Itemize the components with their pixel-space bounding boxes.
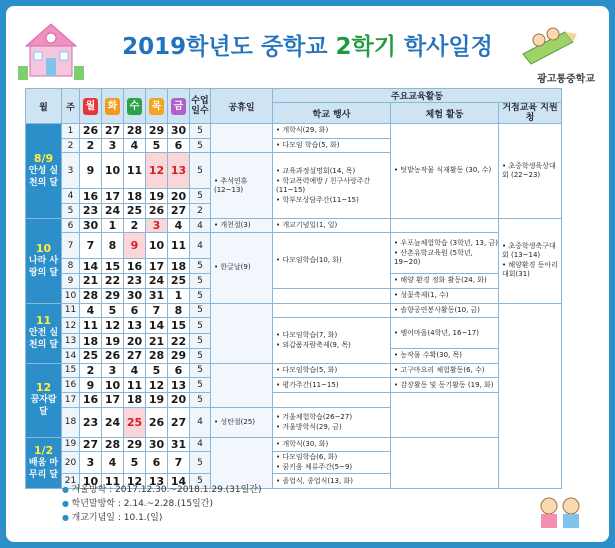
- school-event-cell: [273, 124, 391, 139]
- date-cell: 2: [80, 138, 102, 153]
- holiday-text: • 추석연휴(12~13): [214, 176, 248, 194]
- date-cell: 27: [168, 204, 190, 219]
- date-cell: 6: [168, 363, 190, 378]
- school-event-cell: [273, 288, 391, 303]
- calendar-panel: [6, 6, 609, 542]
- experience-cell: [391, 363, 499, 378]
- week-number: 6: [62, 218, 80, 233]
- date-cell: 4: [102, 452, 124, 474]
- base-school-event: • 초중학생축구대회 (13~14): [502, 242, 556, 260]
- date-cell: 3: [80, 452, 102, 474]
- month-label: [26, 124, 62, 219]
- notes-list: [62, 483, 262, 525]
- date-cell: 20: [124, 334, 146, 349]
- experience-event: • 해양 환경 정화 활동(24, 화): [394, 276, 487, 285]
- month-number: 1/2: [33, 443, 54, 457]
- date-cell: 11: [124, 153, 146, 189]
- school-event: • 다모임학습(10, 화): [276, 256, 342, 265]
- base-school-event: • 해양환경 동아리대회(31): [502, 261, 558, 279]
- class-days: 5: [190, 334, 211, 349]
- holiday-cell: [211, 153, 273, 218]
- school-event: • 개교기념일(1, 일): [276, 221, 338, 230]
- date-cell: 29: [102, 288, 124, 303]
- class-days: 5: [190, 318, 211, 334]
- experience-event: • 엠어마을(4학년, 16~17): [394, 328, 479, 337]
- experience-cell: [391, 233, 499, 274]
- date-cell: 14: [168, 474, 190, 489]
- experience-cell: [391, 348, 499, 363]
- experience-cell: [391, 437, 499, 488]
- date-cell: 10: [80, 474, 102, 489]
- title-semester: 2학기: [335, 34, 396, 60]
- date-cell: 11: [124, 378, 146, 393]
- week-number: 7: [62, 233, 80, 259]
- month-label: [26, 437, 62, 488]
- calendar-body: [26, 124, 562, 489]
- experience-event: • 산촌유학교육원 (5학년, 19~20): [394, 249, 473, 267]
- school-event: • 겨울체험학습(26~27): [276, 412, 353, 421]
- date-cell: 4: [124, 138, 146, 153]
- date-cell: 24: [146, 274, 168, 289]
- date-cell: 26: [146, 204, 168, 219]
- week-number: 9: [62, 274, 80, 289]
- date-cell: 17: [102, 392, 124, 407]
- experience-cell: [391, 378, 499, 393]
- date-cell: 27: [124, 348, 146, 363]
- school-event: • 평가주간(11~15): [276, 380, 339, 389]
- date-cell: 15: [102, 259, 124, 274]
- experience-cell: [391, 124, 499, 219]
- week-number: 14: [62, 348, 80, 363]
- class-days: 5: [190, 153, 211, 189]
- date-cell: 12: [102, 318, 124, 334]
- month-label: [26, 218, 62, 303]
- school-event: • 겨울방학식(29, 금): [276, 422, 342, 431]
- school-event-cell: [273, 392, 391, 407]
- week-number: 21: [62, 474, 80, 489]
- week-number: 13: [62, 334, 80, 349]
- week-number: 2: [62, 138, 80, 153]
- experience-cell: [391, 218, 499, 233]
- date-cell: 3: [102, 363, 124, 378]
- date-cell: 22: [102, 274, 124, 289]
- date-cell: 12: [146, 378, 168, 393]
- base-school-cell: [499, 124, 562, 219]
- date-cell: 27: [80, 437, 102, 452]
- header-month: 월: [26, 89, 62, 124]
- date-cell: 7: [168, 452, 190, 474]
- base-school-cell: [499, 218, 562, 303]
- week-row: [26, 303, 562, 318]
- week-number: 16: [62, 378, 80, 393]
- school-event: • 교육과정설명회(14, 목): [276, 166, 356, 175]
- date-cell: 3: [102, 138, 124, 153]
- title-tail: 학사일정: [395, 34, 493, 60]
- date-cell: 29: [124, 437, 146, 452]
- school-event-cell: [273, 474, 391, 489]
- week-number: 19: [62, 437, 80, 452]
- class-days: 2: [190, 204, 211, 219]
- date-cell: 28: [80, 288, 102, 303]
- school-event: • 개학식(29, 화): [276, 126, 329, 135]
- month-theme: 안전 실천의 달: [28, 328, 59, 351]
- date-cell: 12: [146, 153, 168, 189]
- school-event: • 다모임 학습(5, 화): [276, 141, 340, 150]
- class-days: 5: [190, 259, 211, 274]
- experience-event: • 고구마요리 체험활동(6, 수): [394, 365, 485, 374]
- date-cell: 31: [146, 288, 168, 303]
- school-event-cell: [273, 363, 391, 378]
- school-event-cell: [273, 437, 391, 452]
- week-number: 20: [62, 452, 80, 474]
- date-cell: 4: [168, 218, 190, 233]
- holiday-cell: [211, 124, 273, 153]
- school-event: • 개학식(30, 화): [276, 439, 329, 448]
- date-cell: 26: [80, 124, 102, 139]
- school-event: • 학부모상담주간(11~15): [276, 195, 359, 204]
- date-cell: 18: [168, 259, 190, 274]
- date-cell: 6: [146, 452, 168, 474]
- date-cell: 26: [102, 348, 124, 363]
- title-main: 학년도 중학교: [186, 34, 336, 60]
- header-school-events: 학교 행사: [273, 103, 391, 124]
- experience-event: • 농작물 수확(30, 목): [394, 351, 462, 360]
- date-cell: 25: [80, 348, 102, 363]
- page-title: [6, 28, 609, 61]
- class-days: 5: [190, 474, 211, 489]
- date-cell: 15: [168, 318, 190, 334]
- week-number: 18: [62, 407, 80, 437]
- school-event-cell: [273, 303, 391, 318]
- holiday-cell: [211, 437, 273, 488]
- experience-event: • 우포늪체험학습 (3학년, 13, 금): [394, 239, 498, 248]
- week-row: [26, 437, 562, 452]
- date-cell: 30: [146, 437, 168, 452]
- header-experience: 체험 활동: [391, 103, 499, 124]
- date-cell: 11: [102, 474, 124, 489]
- week-number: 17: [62, 392, 80, 407]
- date-cell: 20: [168, 392, 190, 407]
- date-cell: 23: [80, 407, 102, 437]
- school-event: • 외갑품자람축제(9, 목): [276, 340, 351, 349]
- date-cell: 13: [124, 318, 146, 334]
- school-event-cell: [273, 153, 391, 218]
- date-cell: 29: [168, 348, 190, 363]
- header-main-activity: 주요교육활동: [273, 89, 562, 103]
- base-school-cell: [499, 303, 562, 489]
- week-row: [26, 318, 562, 334]
- date-cell: 28: [146, 348, 168, 363]
- week-row: [26, 124, 562, 139]
- experience-cell: [391, 303, 499, 318]
- date-cell: 23: [124, 274, 146, 289]
- date-cell: 9: [124, 233, 146, 259]
- class-days: 5: [190, 189, 211, 204]
- school-event-cell: [273, 407, 391, 437]
- class-days: 4: [190, 233, 211, 259]
- date-cell: 31: [168, 437, 190, 452]
- class-days: 5: [190, 452, 211, 474]
- kids-illustration: [531, 494, 591, 530]
- school-event: • 꿈키움 체류주간(5~9): [276, 463, 353, 472]
- header-classdays: 수업일수: [190, 89, 211, 124]
- holiday-cell: [211, 303, 273, 363]
- date-cell: 25: [124, 407, 146, 437]
- date-cell: 25: [168, 274, 190, 289]
- date-cell: 10: [102, 153, 124, 189]
- school-event-cell: [273, 233, 391, 288]
- class-days: 5: [190, 288, 211, 303]
- holiday-cell: [211, 218, 273, 233]
- header-wed: 수: [124, 89, 146, 124]
- date-cell: 14: [80, 259, 102, 274]
- class-days: 4: [190, 437, 211, 452]
- class-days: 5: [190, 392, 211, 407]
- date-cell: 16: [80, 189, 102, 204]
- date-cell: 28: [124, 124, 146, 139]
- date-cell: 1: [168, 288, 190, 303]
- date-cell: 5: [102, 303, 124, 318]
- school-event: • 다모임학습(6, 화): [276, 453, 338, 462]
- date-cell: 25: [124, 204, 146, 219]
- date-cell: 26: [146, 407, 168, 437]
- title-year: 2019: [122, 34, 187, 60]
- header-tue: 화: [102, 89, 124, 124]
- note-item: ● 학년말방학 : 2.14.~2.28.(15일간): [62, 497, 262, 511]
- school-event-cell: [273, 138, 391, 153]
- week-number: 15: [62, 363, 80, 378]
- school-event-cell: [273, 318, 391, 363]
- experience-event: • 성꽃축제(1, 수): [394, 291, 449, 300]
- week-row: [26, 218, 562, 233]
- date-cell: 7: [80, 233, 102, 259]
- month-theme: 배움 마무리 달: [28, 457, 59, 480]
- date-cell: 17: [102, 189, 124, 204]
- academic-calendar-table: [25, 88, 562, 489]
- week-number: 11: [62, 303, 80, 318]
- class-days: 5: [190, 124, 211, 139]
- date-cell: 27: [102, 124, 124, 139]
- month-label: [26, 303, 62, 363]
- date-cell: 19: [102, 334, 124, 349]
- experience-cell: [391, 318, 499, 349]
- date-cell: 5: [124, 452, 146, 474]
- date-cell: 23: [80, 204, 102, 219]
- holiday-text: • 개천절(3): [214, 221, 251, 230]
- date-cell: 10: [146, 233, 168, 259]
- date-cell: 8: [168, 303, 190, 318]
- experience-event: • 텃밭농작물 식재활동 (30, 수): [394, 166, 492, 175]
- date-cell: 29: [146, 124, 168, 139]
- month-number: 10: [35, 241, 52, 255]
- date-cell: 5: [146, 363, 168, 378]
- note-item: ● 겨울방학 : 2017.12.30.~2018.1.29.(31일간): [62, 483, 262, 497]
- class-days: 5: [190, 378, 211, 393]
- date-cell: 3: [146, 218, 168, 233]
- date-cell: 7: [146, 303, 168, 318]
- experience-event: • 솔향공연봉사활동(10, 금): [394, 305, 481, 314]
- date-cell: 13: [168, 378, 190, 393]
- class-days: 5: [190, 274, 211, 289]
- base-school-event: • 초중학생육상대회 (22~23): [502, 161, 556, 179]
- week-number: 3: [62, 153, 80, 189]
- week-number: 4: [62, 189, 80, 204]
- date-cell: 21: [80, 274, 102, 289]
- class-days: 5: [190, 348, 211, 363]
- date-cell: 13: [146, 474, 168, 489]
- holiday-cell: [211, 233, 273, 303]
- week-number: 10: [62, 288, 80, 303]
- school-name: 광고통중학교: [537, 74, 595, 85]
- school-event: • 다모임학습(7, 화): [276, 330, 338, 339]
- month-theme: 안성 실천의 달: [28, 165, 59, 188]
- date-cell: 4: [124, 363, 146, 378]
- week-number: 8: [62, 259, 80, 274]
- date-cell: 9: [80, 153, 102, 189]
- week-row: [26, 288, 562, 303]
- header-week: 주: [62, 89, 80, 124]
- date-cell: 16: [124, 259, 146, 274]
- week-row: [26, 392, 562, 407]
- holiday-cell: [211, 407, 273, 437]
- class-days: 5: [190, 138, 211, 153]
- holiday-text: • 성탄절(25): [214, 417, 256, 426]
- header-base-school: 거점교육 지원청: [499, 103, 562, 124]
- school-event: • 다모임학습(5, 화): [276, 365, 338, 374]
- experience-cell: [391, 288, 499, 303]
- header-mon: 월: [80, 89, 102, 124]
- date-cell: 18: [124, 392, 146, 407]
- class-days: 4: [190, 218, 211, 233]
- date-cell: 19: [146, 189, 168, 204]
- header-thu: 목: [146, 89, 168, 124]
- week-number: 12: [62, 318, 80, 334]
- school-event-cell: [273, 452, 391, 474]
- header-fri: 금: [168, 89, 190, 124]
- date-cell: 8: [102, 233, 124, 259]
- date-cell: 19: [146, 392, 168, 407]
- class-days: 5: [190, 303, 211, 318]
- date-cell: 4: [80, 303, 102, 318]
- class-days: 4: [190, 407, 211, 437]
- date-cell: 2: [124, 218, 146, 233]
- date-cell: 12: [124, 474, 146, 489]
- holiday-cell: [211, 363, 273, 407]
- school-event-cell: [273, 378, 391, 393]
- week-number: 1: [62, 124, 80, 139]
- date-cell: 18: [80, 334, 102, 349]
- date-cell: 28: [102, 437, 124, 452]
- date-cell: 16: [80, 392, 102, 407]
- school-event-cell: [273, 218, 391, 233]
- date-cell: 30: [168, 124, 190, 139]
- date-cell: 6: [124, 303, 146, 318]
- date-cell: 24: [102, 204, 124, 219]
- week-row: [26, 233, 562, 259]
- date-cell: 6: [168, 138, 190, 153]
- week-row: [26, 363, 562, 378]
- experience-cell: [391, 274, 499, 289]
- experience-event: • 감장활동 및 동기활동 (19, 화): [394, 380, 494, 389]
- date-cell: 22: [168, 334, 190, 349]
- date-cell: 30: [80, 218, 102, 233]
- month-number: 11: [35, 314, 52, 328]
- date-cell: 11: [80, 318, 102, 334]
- date-cell: 24: [102, 407, 124, 437]
- date-cell: 14: [146, 318, 168, 334]
- month-label: [26, 363, 62, 437]
- date-cell: 11: [168, 233, 190, 259]
- date-cell: 2: [80, 363, 102, 378]
- header-holiday: 공휴일: [211, 89, 273, 124]
- date-cell: 18: [124, 189, 146, 204]
- date-cell: 5: [146, 138, 168, 153]
- date-cell: 17: [146, 259, 168, 274]
- school-event: • 학교폭력예방 / 친구사랑주간 (11~15): [276, 176, 371, 194]
- month-number: 8/9: [33, 151, 54, 165]
- week-number: 5: [62, 204, 80, 219]
- date-cell: 30: [124, 288, 146, 303]
- note-item: ● 개교기념일 : 10.1.(일): [62, 511, 262, 525]
- experience-cell: [391, 392, 499, 437]
- week-row: [26, 378, 562, 393]
- holiday-text: • 한글날(9): [214, 263, 251, 272]
- class-days: 5: [190, 363, 211, 378]
- date-cell: 21: [146, 334, 168, 349]
- date-cell: 13: [168, 153, 190, 189]
- date-cell: 27: [168, 407, 190, 437]
- date-cell: 10: [102, 378, 124, 393]
- date-cell: 20: [168, 189, 190, 204]
- month-theme: 꿈자람 달: [30, 395, 57, 418]
- date-cell: 1: [102, 218, 124, 233]
- date-cell: 9: [80, 378, 102, 393]
- month-number: 12: [35, 381, 52, 395]
- month-theme: 나라 사랑의 달: [28, 255, 59, 278]
- school-event: • 졸업식, 종업식(13, 화): [276, 476, 353, 485]
